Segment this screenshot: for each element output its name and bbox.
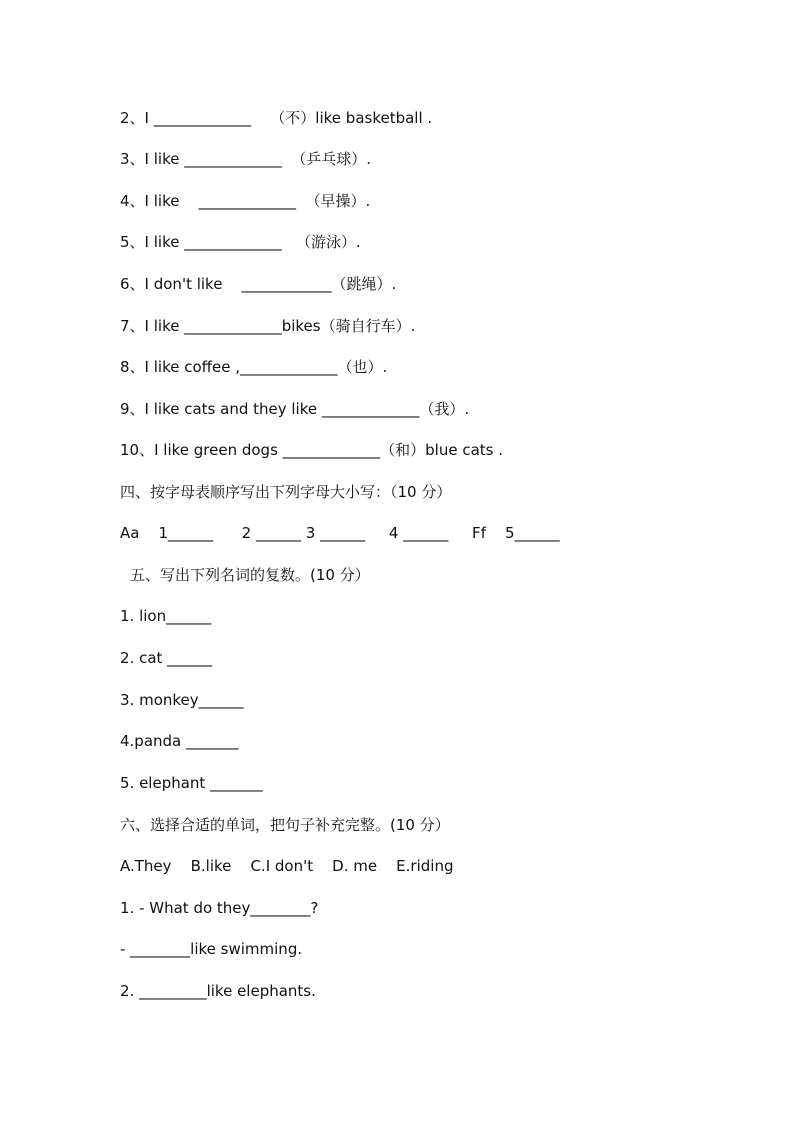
- fill-in-item-2: 2、I _____________ （不）like basketball .: [120, 109, 433, 127]
- plural-item-3: 3. monkey______: [120, 691, 244, 709]
- choice-question-1: 1. - What do they________?: [120, 899, 319, 917]
- plural-item-2: 2. cat ______: [120, 649, 213, 667]
- fill-in-item-9: 9、I like cats and they like _____________（我）.: [120, 400, 470, 418]
- choice-question-2: 2. _________like elephants.: [120, 982, 316, 1000]
- fill-in-item-3: 3、I like _____________ （乒乓球）.: [120, 150, 372, 168]
- fill-in-item-6: 6、I don't like ____________（跳绳）.: [120, 275, 397, 293]
- choice-answer-1: - ________like swimming.: [120, 940, 303, 958]
- plural-item-5: 5. elephant _______: [120, 774, 263, 792]
- fill-in-item-5: 5、I like _____________ （游泳）.: [120, 233, 361, 251]
- section-6-heading: 六、选择合适的单词，把句子补充完整。(10 分）: [120, 816, 450, 834]
- plural-item-4: 4.panda _______: [120, 732, 239, 750]
- fill-in-item-4: 4、I like _____________ （早操）.: [120, 192, 371, 210]
- section-4-letters-line: Aa 1______ 2 ______ 3 ______ 4 ______ Ff 5______: [120, 524, 560, 542]
- section-6-options: A.They B.like C.I don't D. me E.riding: [120, 857, 454, 875]
- fill-in-item-7: 7、I like _____________bikes（骑自行车）.: [120, 317, 416, 335]
- section-5-heading: 五、写出下列名词的复数。(10 分）: [130, 566, 370, 584]
- fill-in-item-10: 10、I like green dogs _____________（和）blue cats .: [120, 441, 504, 459]
- plural-item-1: 1. lion______: [120, 607, 212, 625]
- fill-in-item-8: 8、I like coffee ,_____________（也）.: [120, 358, 388, 376]
- section-4-heading: 四、按字母表顺序写出下列字母大小写：（10 分）: [120, 483, 452, 501]
